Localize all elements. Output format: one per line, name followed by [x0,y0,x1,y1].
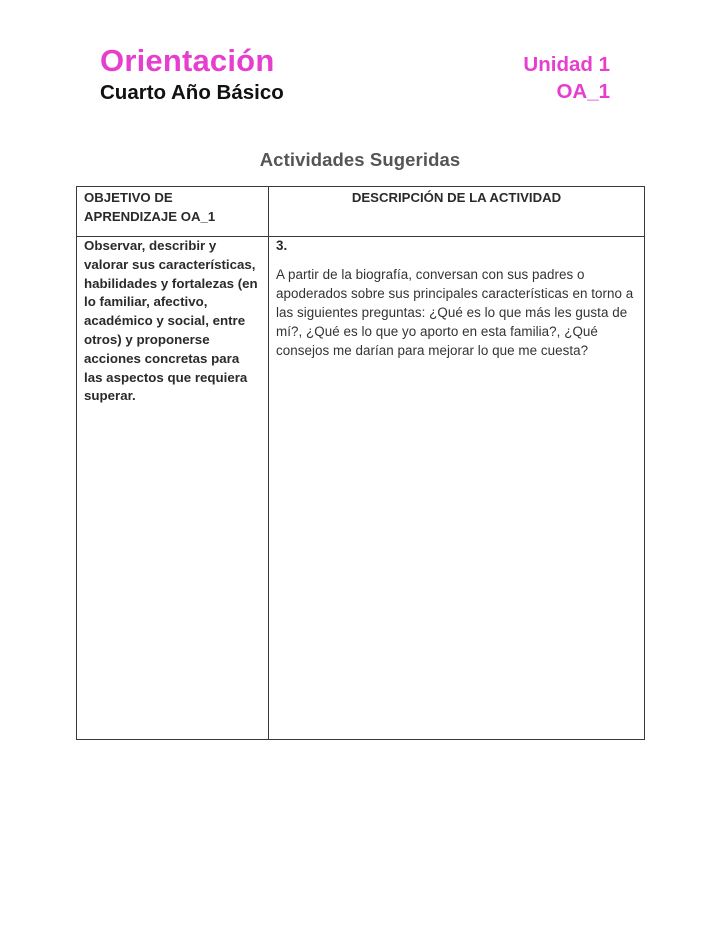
oa-code-label: OA_1 [556,80,610,103]
column-header-description: DESCRIPCIÓN DE LA ACTIVIDAD [269,187,645,237]
section-title: Actividades Sugeridas [259,149,461,170]
grade-level: Cuarto Año Básico [100,81,284,104]
subject-title: Orientación [100,43,275,78]
activity-number: 3. [276,238,288,253]
activity-table [76,186,645,740]
column-header-objective: OBJETIVO DE APRENDIZAJE OA_1 [77,187,269,237]
document-header-right [523,52,610,106]
activity-description: A partir de la biografía, conversan con sus padres o apoderados sobre sus principales características en torno a las siguientes preguntas: ¿Qué es lo que más les gusta de mí?, ¿Qué es lo que yo aporto en esta familia?, ¿Qué consejos me darían para mejorar lo que me cuesta? [276,267,634,358]
objective-cell: Observar, describir y valorar sus características, habilidades y fortalezas (en lo familiar, afectivo, académico y social, entre otros) y proponerse acciones concretas para las aspectos que requiera superar. [77,237,269,740]
unit-label: Unidad 1 [523,53,610,76]
document-header-left [100,42,284,106]
description-cell [269,237,645,740]
table-header-row [77,187,645,237]
table-row [77,237,645,740]
